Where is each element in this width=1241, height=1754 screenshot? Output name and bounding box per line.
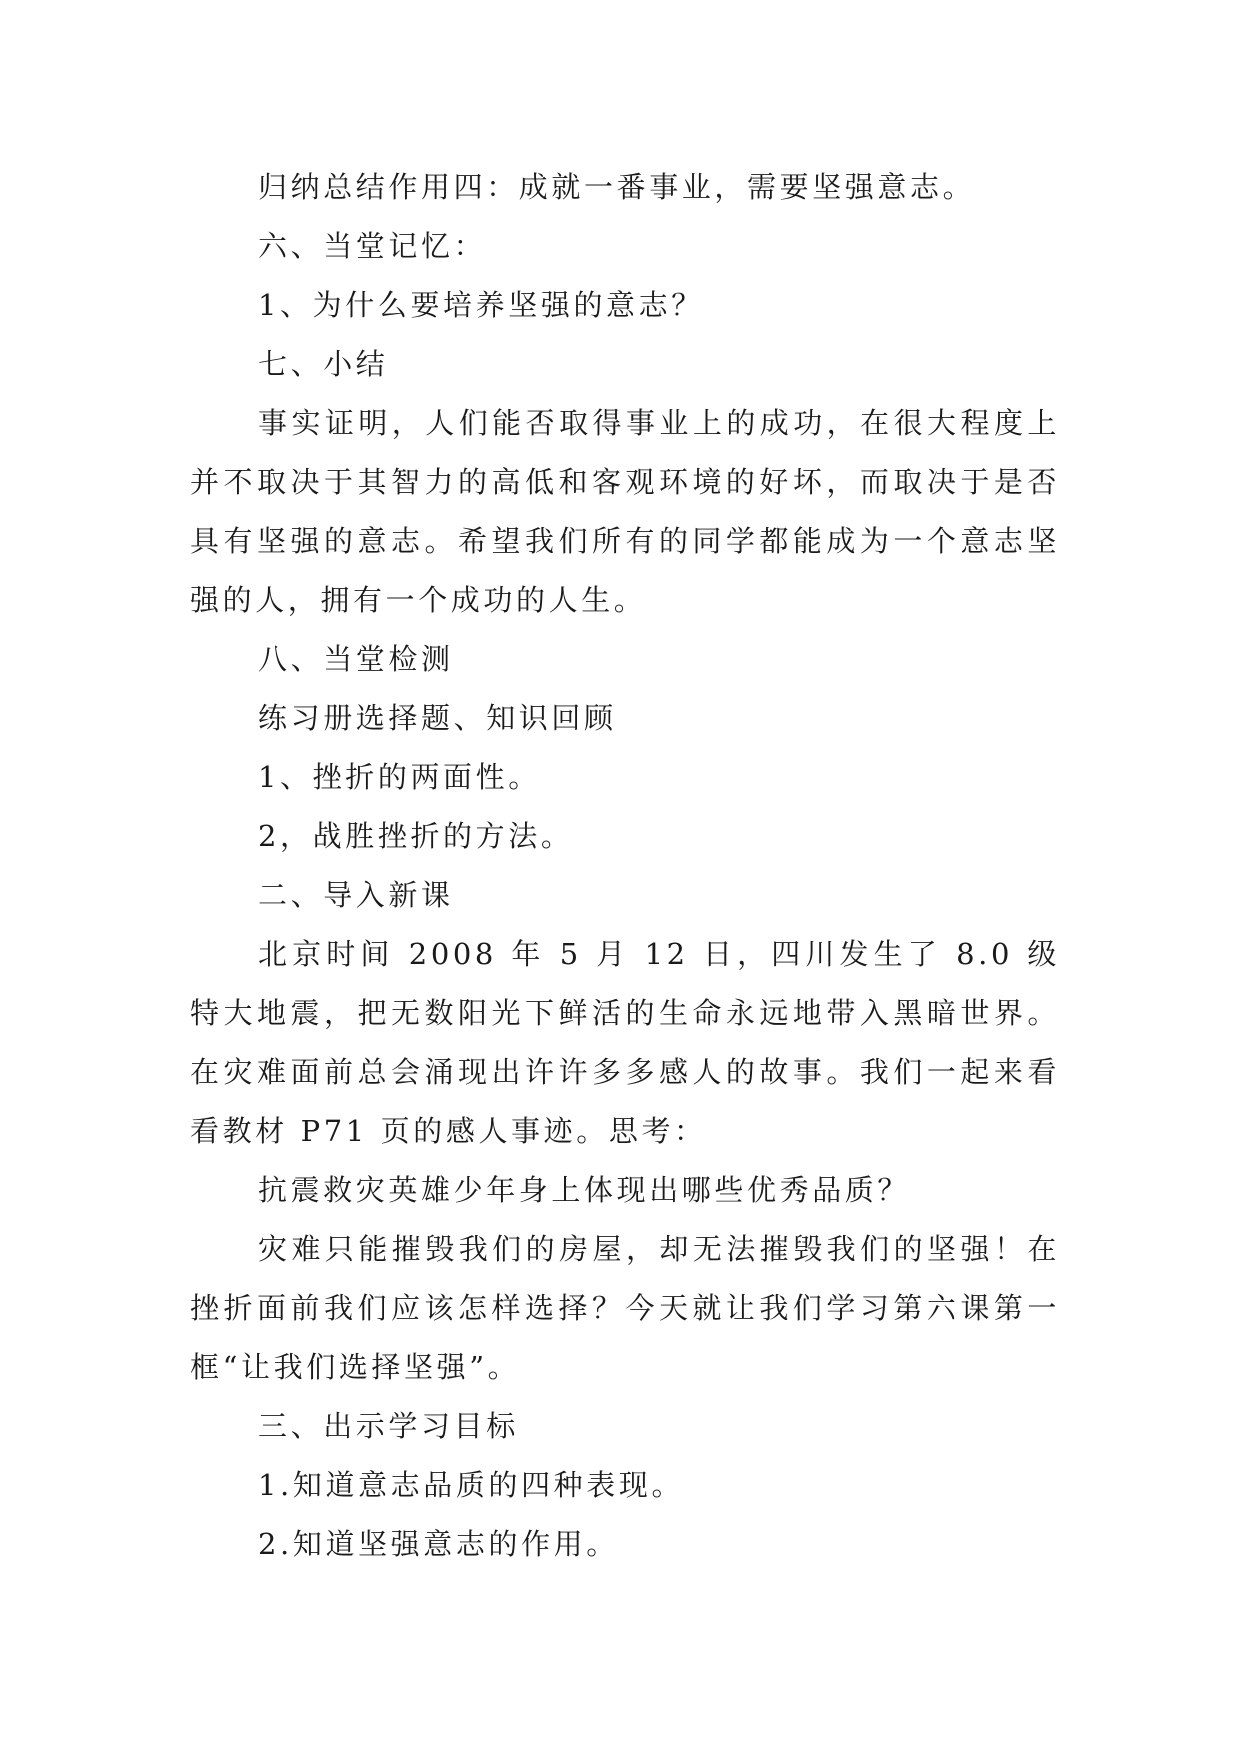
paragraph-summary-function-four: 归纳总结作用四：成就一番事业，需要坚强意志。 (258, 170, 976, 204)
paragraph-choose-strength: 灾难只能摧毁我们的房屋，却无法摧毁我们的坚强！在挫折面前我们应该怎样选择？今天就让我们学习第六课第一框“让我们选择坚强”。 (190, 1232, 1060, 1384)
list-item-goal-two: 2.知道坚强意志的作用。 (258, 1527, 619, 1561)
list-item-overcome-setback: 2，战胜挫折的方法。 (258, 819, 574, 853)
paragraph-summary-body: 事实证明，人们能否取得事业上的成功，在很大程度上并不取决于其智力的高低和客观环境的好坏，而取决于是否具有坚强的意志。希望我们所有的同学都能成为一个意志坚强的人，拥有一个成功的人生。 (190, 406, 1060, 617)
heading-three-goals: 三、出示学习目标 (258, 1409, 519, 1443)
paragraph-hero-question: 抗震救灾英雄少年身上体现出哪些优秀品质？ (258, 1173, 911, 1207)
paragraph-earthquake: 北京时间 2008 年 5 月 12 日，四川发生了 8.0 级特大地震，把无数阳光下鲜活的生命永远地带入黑暗世界。在灾难面前总会涌现出许许多多感人的故事。我们一起来看看教材 P71 页的感人事迹。思考： (190, 937, 1060, 1148)
heading-eight-test: 八、当堂检测 (258, 642, 454, 676)
document-body (190, 158, 1060, 1574)
list-item-why-cultivate-will: 1、为什么要培养坚强的意志？ (258, 288, 704, 322)
list-item-goal-one: 1.知道意志品质的四种表现。 (258, 1468, 685, 1502)
paragraph-exercise-book: 练习册选择题、知识回顾 (258, 701, 617, 735)
heading-seven-summary: 七、小结 (258, 347, 389, 381)
list-item-two-sides-of-setback: 1、挫折的两面性。 (258, 760, 541, 794)
heading-six-memory: 六、当堂记忆： (258, 229, 487, 263)
heading-two-new-lesson: 二、导入新课 (258, 878, 454, 912)
